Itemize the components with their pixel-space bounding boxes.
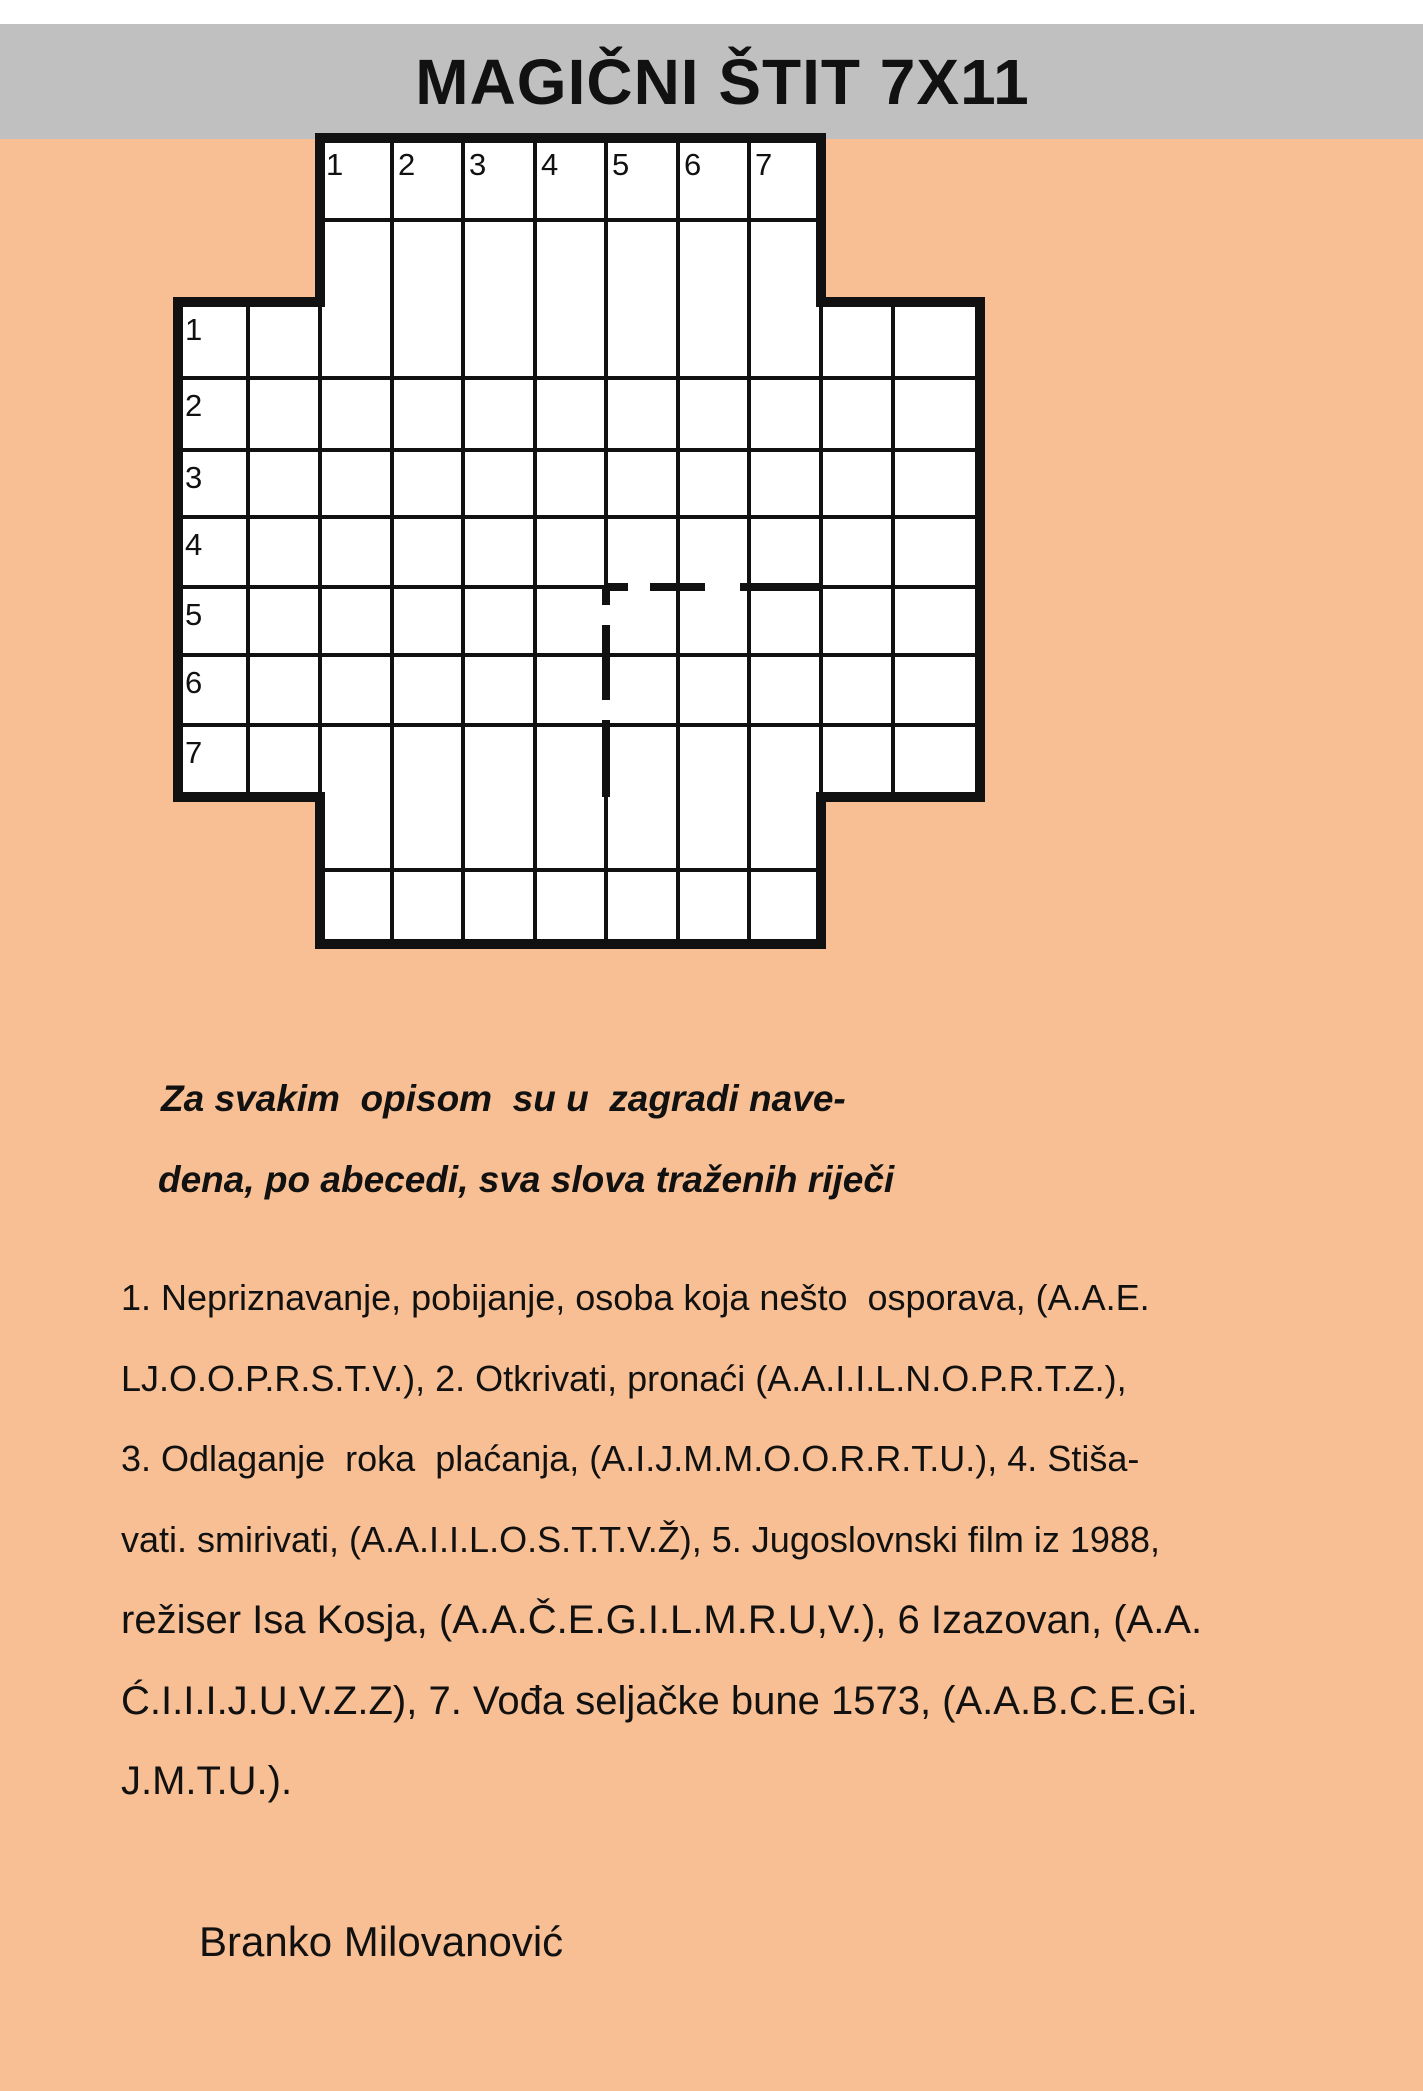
row-number: 2 [185, 388, 203, 423]
column-number: 4 [541, 147, 559, 182]
column-number: 6 [684, 147, 702, 182]
clue-line: vati. smirivati, (A.A.I.I.L.O.S.T.T.V.Ž), 5. Jugoslovnski film iz 1988, [121, 1518, 1160, 1560]
row-number: 1 [185, 312, 203, 347]
instructions-line-1: Za svakim opisom su u zagradi nave- [161, 1078, 846, 1119]
clue-line: režiser Isa Kosja, (A.A.Č.E.G.I.L.M.R.U,V.), 6 Izazovan, (A.A. [121, 1598, 1203, 1642]
clue-line: Ć.I.I.I.J.U.V.Z.Z), 7. Vođa seljačke bune 1573, (A.A.B.C.E.Gi. [121, 1678, 1198, 1723]
clue-line: J.M.T.U.). [121, 1759, 293, 1803]
column-number: 7 [755, 147, 773, 182]
column-number: 3 [469, 147, 487, 182]
puzzle-title: MAGIČNI ŠTIT 7X11 [415, 45, 1030, 118]
column-number: 1 [326, 147, 344, 182]
crossword-grid [0, 0, 1423, 1000]
row-number: 3 [185, 460, 203, 495]
column-number: 2 [398, 147, 416, 182]
clue-line: LJ.O.O.P.R.S.T.V.), 2. Otkrivati, pronaći (A.A.I.I.L.N.O.P.R.T.Z.), [121, 1357, 1127, 1399]
clues-list [121, 1258, 1371, 1822]
row-number: 6 [185, 665, 203, 700]
instructions-line-2: dena, po abecedi, sva slova traženih riječi [158, 1159, 895, 1200]
instructions [158, 1058, 1058, 1220]
row-number: 4 [185, 527, 203, 562]
clue-line: 1. Nepriznavanje, pobijanje, osoba koja nešto osporava, (A.A.E. [121, 1277, 1150, 1318]
row-number: 5 [185, 597, 203, 632]
author-name: Branko Milovanović [199, 1918, 564, 1965]
grid-center-column [320, 138, 821, 944]
column-number: 5 [612, 147, 630, 182]
clue-line: 3. Odlaganje roka plaćanja, (A.I.J.M.M.O.O.R.R.T.U.), 4. Stiša- [121, 1438, 1140, 1479]
row-number: 7 [185, 735, 203, 770]
